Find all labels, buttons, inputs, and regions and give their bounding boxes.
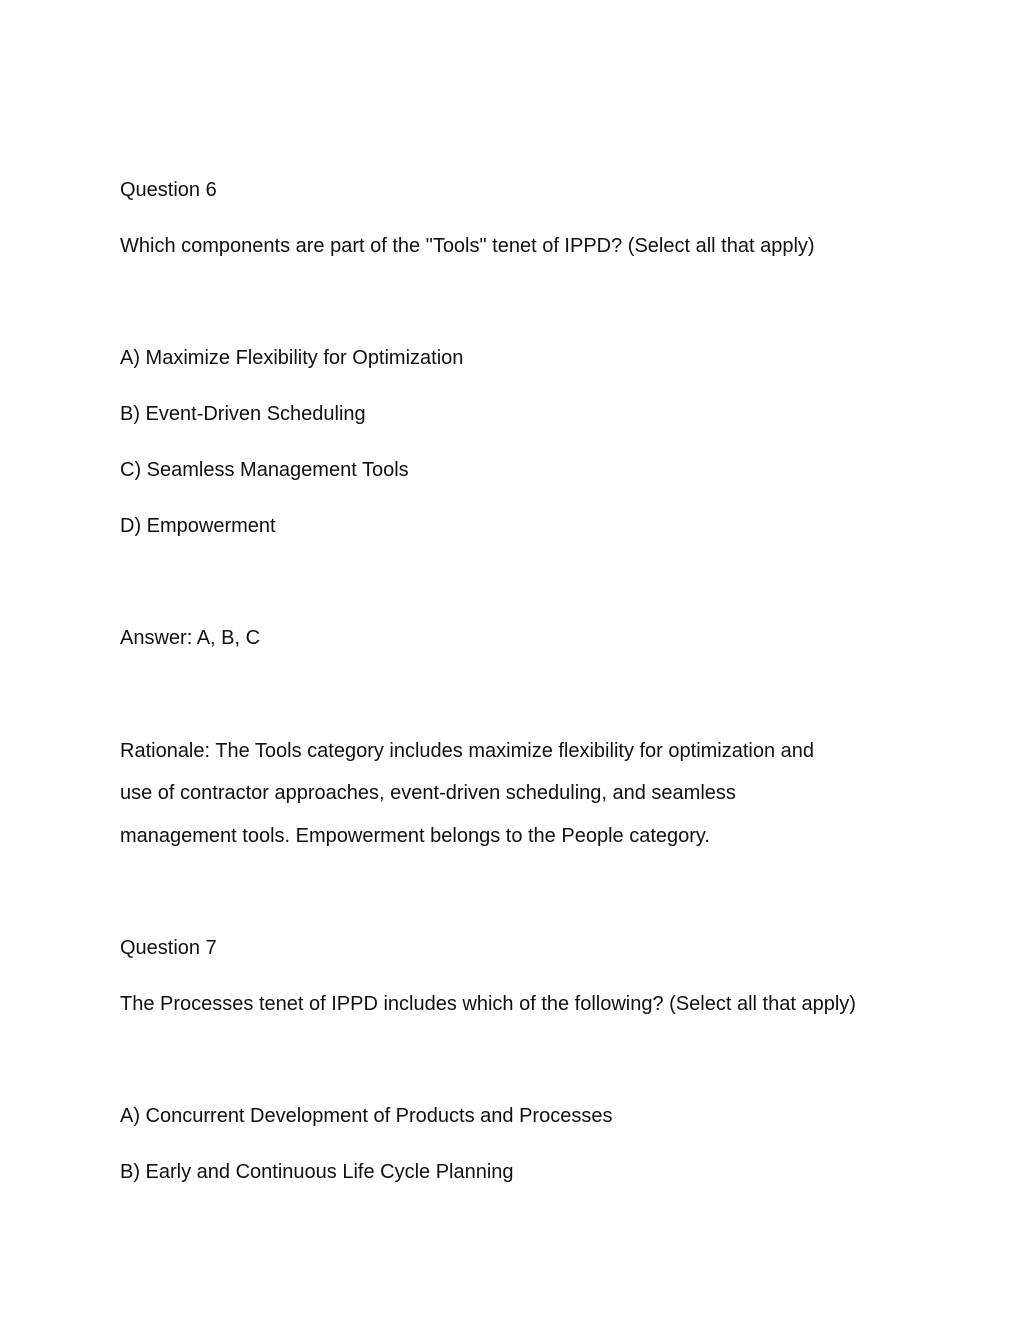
question-6-option-a: A) Maximize Flexibility for Optimization <box>120 347 464 369</box>
question-6-rationale-line-3: management tools. Empowerment belongs to the People category. <box>120 825 710 847</box>
question-7-option-b: B) Early and Continuous Life Cycle Planning <box>120 1161 514 1183</box>
question-6-option-d: D) Empowerment <box>120 515 276 537</box>
question-6-option-b: B) Event-Driven Scheduling <box>120 403 366 425</box>
question-7-heading: Question 7 <box>120 937 217 959</box>
question-6-option-c: C) Seamless Management Tools <box>120 459 409 481</box>
question-6-prompt: Which components are part of the "Tools" tenet of IPPD? (Select all that apply) <box>120 235 815 257</box>
question-6-answer: Answer: A, B, C <box>120 627 261 649</box>
question-6-rationale-line-1: Rationale: The Tools category includes maximize flexibility for optimization and <box>120 740 815 762</box>
question-6-rationale-line-2: use of contractor approaches, event-driven scheduling, and seamless <box>120 782 736 804</box>
question-7-prompt: The Processes tenet of IPPD includes which of the following? (Select all that apply) <box>120 993 856 1015</box>
question-7-option-a: A) Concurrent Development of Products and Processes <box>120 1105 613 1127</box>
question-6-heading: Question 6 <box>120 179 217 201</box>
